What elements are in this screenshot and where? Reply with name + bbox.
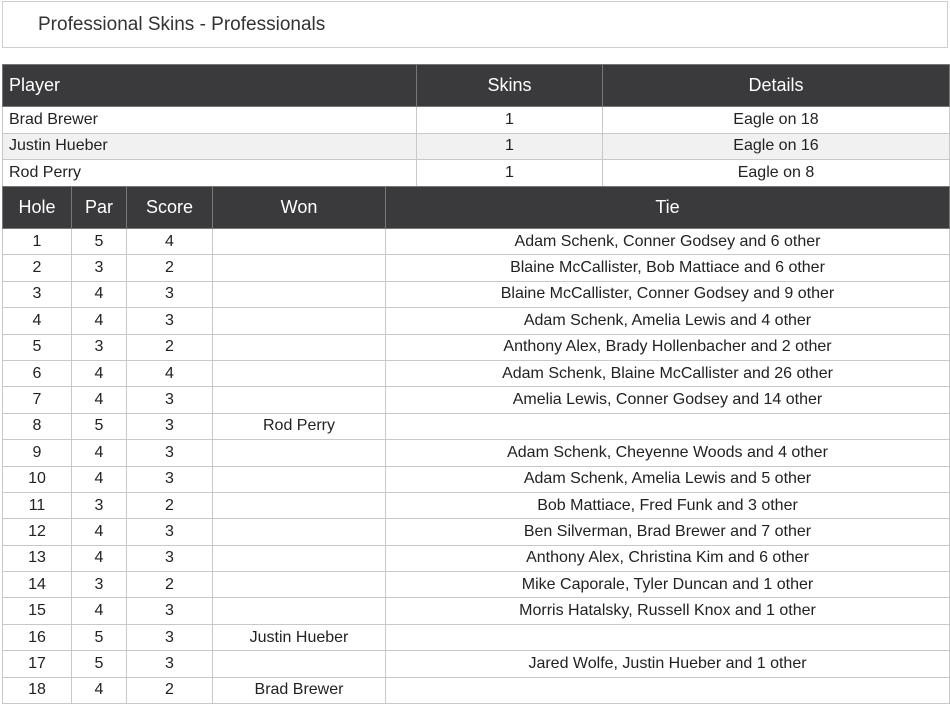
hole-number: 4 xyxy=(3,308,72,334)
hole-tie: Jared Wolfe, Justin Hueber and 1 other xyxy=(386,651,950,677)
page-title: Professional Skins - Professionals xyxy=(38,14,326,35)
hole-row xyxy=(3,413,950,439)
hole-row xyxy=(3,281,950,307)
hole-won xyxy=(213,651,386,677)
hole-score: 2 xyxy=(127,677,213,703)
hole-won: Justin Hueber xyxy=(213,624,386,650)
hole-row xyxy=(3,308,950,334)
hole-score: 3 xyxy=(127,624,213,650)
hole-par: 4 xyxy=(72,308,127,334)
header-skins: Skins xyxy=(417,65,603,107)
holes-header-row xyxy=(3,187,950,229)
hole-won xyxy=(213,572,386,598)
hole-tie: Anthony Alex, Brady Hollenbacher and 2 other xyxy=(386,334,950,360)
player-name: Rod Perry xyxy=(3,160,417,187)
hole-row xyxy=(3,360,950,386)
hole-row xyxy=(3,466,950,492)
hole-number: 16 xyxy=(3,624,72,650)
hole-won xyxy=(213,308,386,334)
hole-par: 4 xyxy=(72,466,127,492)
hole-score: 3 xyxy=(127,545,213,571)
hole-row xyxy=(3,387,950,413)
hole-par: 4 xyxy=(72,598,127,624)
hole-row xyxy=(3,229,950,255)
hole-row xyxy=(3,677,950,703)
hole-won xyxy=(213,598,386,624)
hole-won xyxy=(213,229,386,255)
hole-par: 4 xyxy=(72,440,127,466)
hole-won xyxy=(213,466,386,492)
header-won: Won xyxy=(213,187,386,229)
hole-tie xyxy=(386,413,950,439)
hole-tie: Ben Silverman, Brad Brewer and 7 other xyxy=(386,519,950,545)
hole-number: 2 xyxy=(3,255,72,281)
hole-score: 3 xyxy=(127,413,213,439)
hole-row xyxy=(3,598,950,624)
hole-score: 3 xyxy=(127,598,213,624)
hole-score: 4 xyxy=(127,229,213,255)
hole-row xyxy=(3,624,950,650)
player-details: Eagle on 8 xyxy=(603,160,950,187)
hole-par: 5 xyxy=(72,624,127,650)
hole-score: 3 xyxy=(127,440,213,466)
hole-number: 7 xyxy=(3,387,72,413)
hole-row xyxy=(3,545,950,571)
hole-won xyxy=(213,281,386,307)
hole-tie: Blaine McCallister, Conner Godsey and 9 other xyxy=(386,281,950,307)
hole-par: 4 xyxy=(72,519,127,545)
hole-score: 3 xyxy=(127,281,213,307)
hole-number: 9 xyxy=(3,440,72,466)
player-name: Justin Hueber xyxy=(3,133,417,160)
hole-won: Rod Perry xyxy=(213,413,386,439)
hole-score: 3 xyxy=(127,308,213,334)
hole-tie: Amelia Lewis, Conner Godsey and 14 other xyxy=(386,387,950,413)
hole-score: 3 xyxy=(127,651,213,677)
player-details: Eagle on 16 xyxy=(603,133,950,160)
hole-won xyxy=(213,255,386,281)
hole-won xyxy=(213,360,386,386)
player-name: Brad Brewer xyxy=(3,107,417,134)
hole-par: 4 xyxy=(72,677,127,703)
hole-won xyxy=(213,387,386,413)
hole-tie: Adam Schenk, Blaine McCallister and 26 other xyxy=(386,360,950,386)
hole-number: 3 xyxy=(3,281,72,307)
hole-won xyxy=(213,545,386,571)
hole-row xyxy=(3,255,950,281)
players-skins-table xyxy=(2,64,950,187)
hole-score: 2 xyxy=(127,492,213,518)
hole-row xyxy=(3,651,950,677)
hole-par: 4 xyxy=(72,387,127,413)
hole-number: 1 xyxy=(3,229,72,255)
player-row xyxy=(3,133,950,160)
hole-won xyxy=(213,440,386,466)
hole-par: 5 xyxy=(72,651,127,677)
hole-par: 3 xyxy=(72,334,127,360)
hole-par: 4 xyxy=(72,360,127,386)
hole-tie xyxy=(386,624,950,650)
hole-score: 3 xyxy=(127,466,213,492)
hole-tie: Morris Hatalsky, Russell Knox and 1 other xyxy=(386,598,950,624)
player-skins: 1 xyxy=(417,133,603,160)
hole-par: 5 xyxy=(72,413,127,439)
hole-score: 2 xyxy=(127,255,213,281)
hole-score: 2 xyxy=(127,572,213,598)
header-hole: Hole xyxy=(3,187,72,229)
hole-number: 5 xyxy=(3,334,72,360)
hole-score: 2 xyxy=(127,334,213,360)
player-row xyxy=(3,107,950,134)
hole-par: 3 xyxy=(72,255,127,281)
hole-won xyxy=(213,334,386,360)
hole-tie: Adam Schenk, Amelia Lewis and 5 other xyxy=(386,466,950,492)
hole-row xyxy=(3,572,950,598)
hole-number: 8 xyxy=(3,413,72,439)
hole-row xyxy=(3,440,950,466)
hole-par: 5 xyxy=(72,229,127,255)
hole-won xyxy=(213,519,386,545)
header-details: Details xyxy=(603,65,950,107)
hole-tie: Mike Caporale, Tyler Duncan and 1 other xyxy=(386,572,950,598)
header-player: Player xyxy=(3,65,417,107)
hole-score: 4 xyxy=(127,360,213,386)
hole-row xyxy=(3,492,950,518)
holes-table xyxy=(2,186,950,704)
header-tie: Tie xyxy=(386,187,950,229)
hole-won: Brad Brewer xyxy=(213,677,386,703)
hole-number: 12 xyxy=(3,519,72,545)
hole-row xyxy=(3,334,950,360)
hole-number: 18 xyxy=(3,677,72,703)
hole-number: 17 xyxy=(3,651,72,677)
player-details: Eagle on 18 xyxy=(603,107,950,134)
hole-number: 6 xyxy=(3,360,72,386)
header-par: Par xyxy=(72,187,127,229)
hole-tie: Adam Schenk, Conner Godsey and 6 other xyxy=(386,229,950,255)
hole-number: 13 xyxy=(3,545,72,571)
hole-tie: Bob Mattiace, Fred Funk and 3 other xyxy=(386,492,950,518)
hole-number: 14 xyxy=(3,572,72,598)
hole-par: 3 xyxy=(72,492,127,518)
hole-tie xyxy=(386,677,950,703)
header-score: Score xyxy=(127,187,213,229)
hole-tie: Blaine McCallister, Bob Mattiace and 6 other xyxy=(386,255,950,281)
hole-par: 4 xyxy=(72,281,127,307)
hole-number: 11 xyxy=(3,492,72,518)
hole-row xyxy=(3,519,950,545)
hole-par: 4 xyxy=(72,545,127,571)
player-row xyxy=(3,160,950,187)
player-skins: 1 xyxy=(417,107,603,134)
player-skins: 1 xyxy=(417,160,603,187)
hole-par: 3 xyxy=(72,572,127,598)
hole-tie: Anthony Alex, Christina Kim and 6 other xyxy=(386,545,950,571)
hole-score: 3 xyxy=(127,387,213,413)
page-title-box xyxy=(2,1,948,48)
hole-tie: Adam Schenk, Amelia Lewis and 4 other xyxy=(386,308,950,334)
hole-number: 10 xyxy=(3,466,72,492)
players-header-row xyxy=(3,65,950,107)
hole-won xyxy=(213,492,386,518)
hole-number: 15 xyxy=(3,598,72,624)
hole-tie: Adam Schenk, Cheyenne Woods and 4 other xyxy=(386,440,950,466)
hole-score: 3 xyxy=(127,519,213,545)
